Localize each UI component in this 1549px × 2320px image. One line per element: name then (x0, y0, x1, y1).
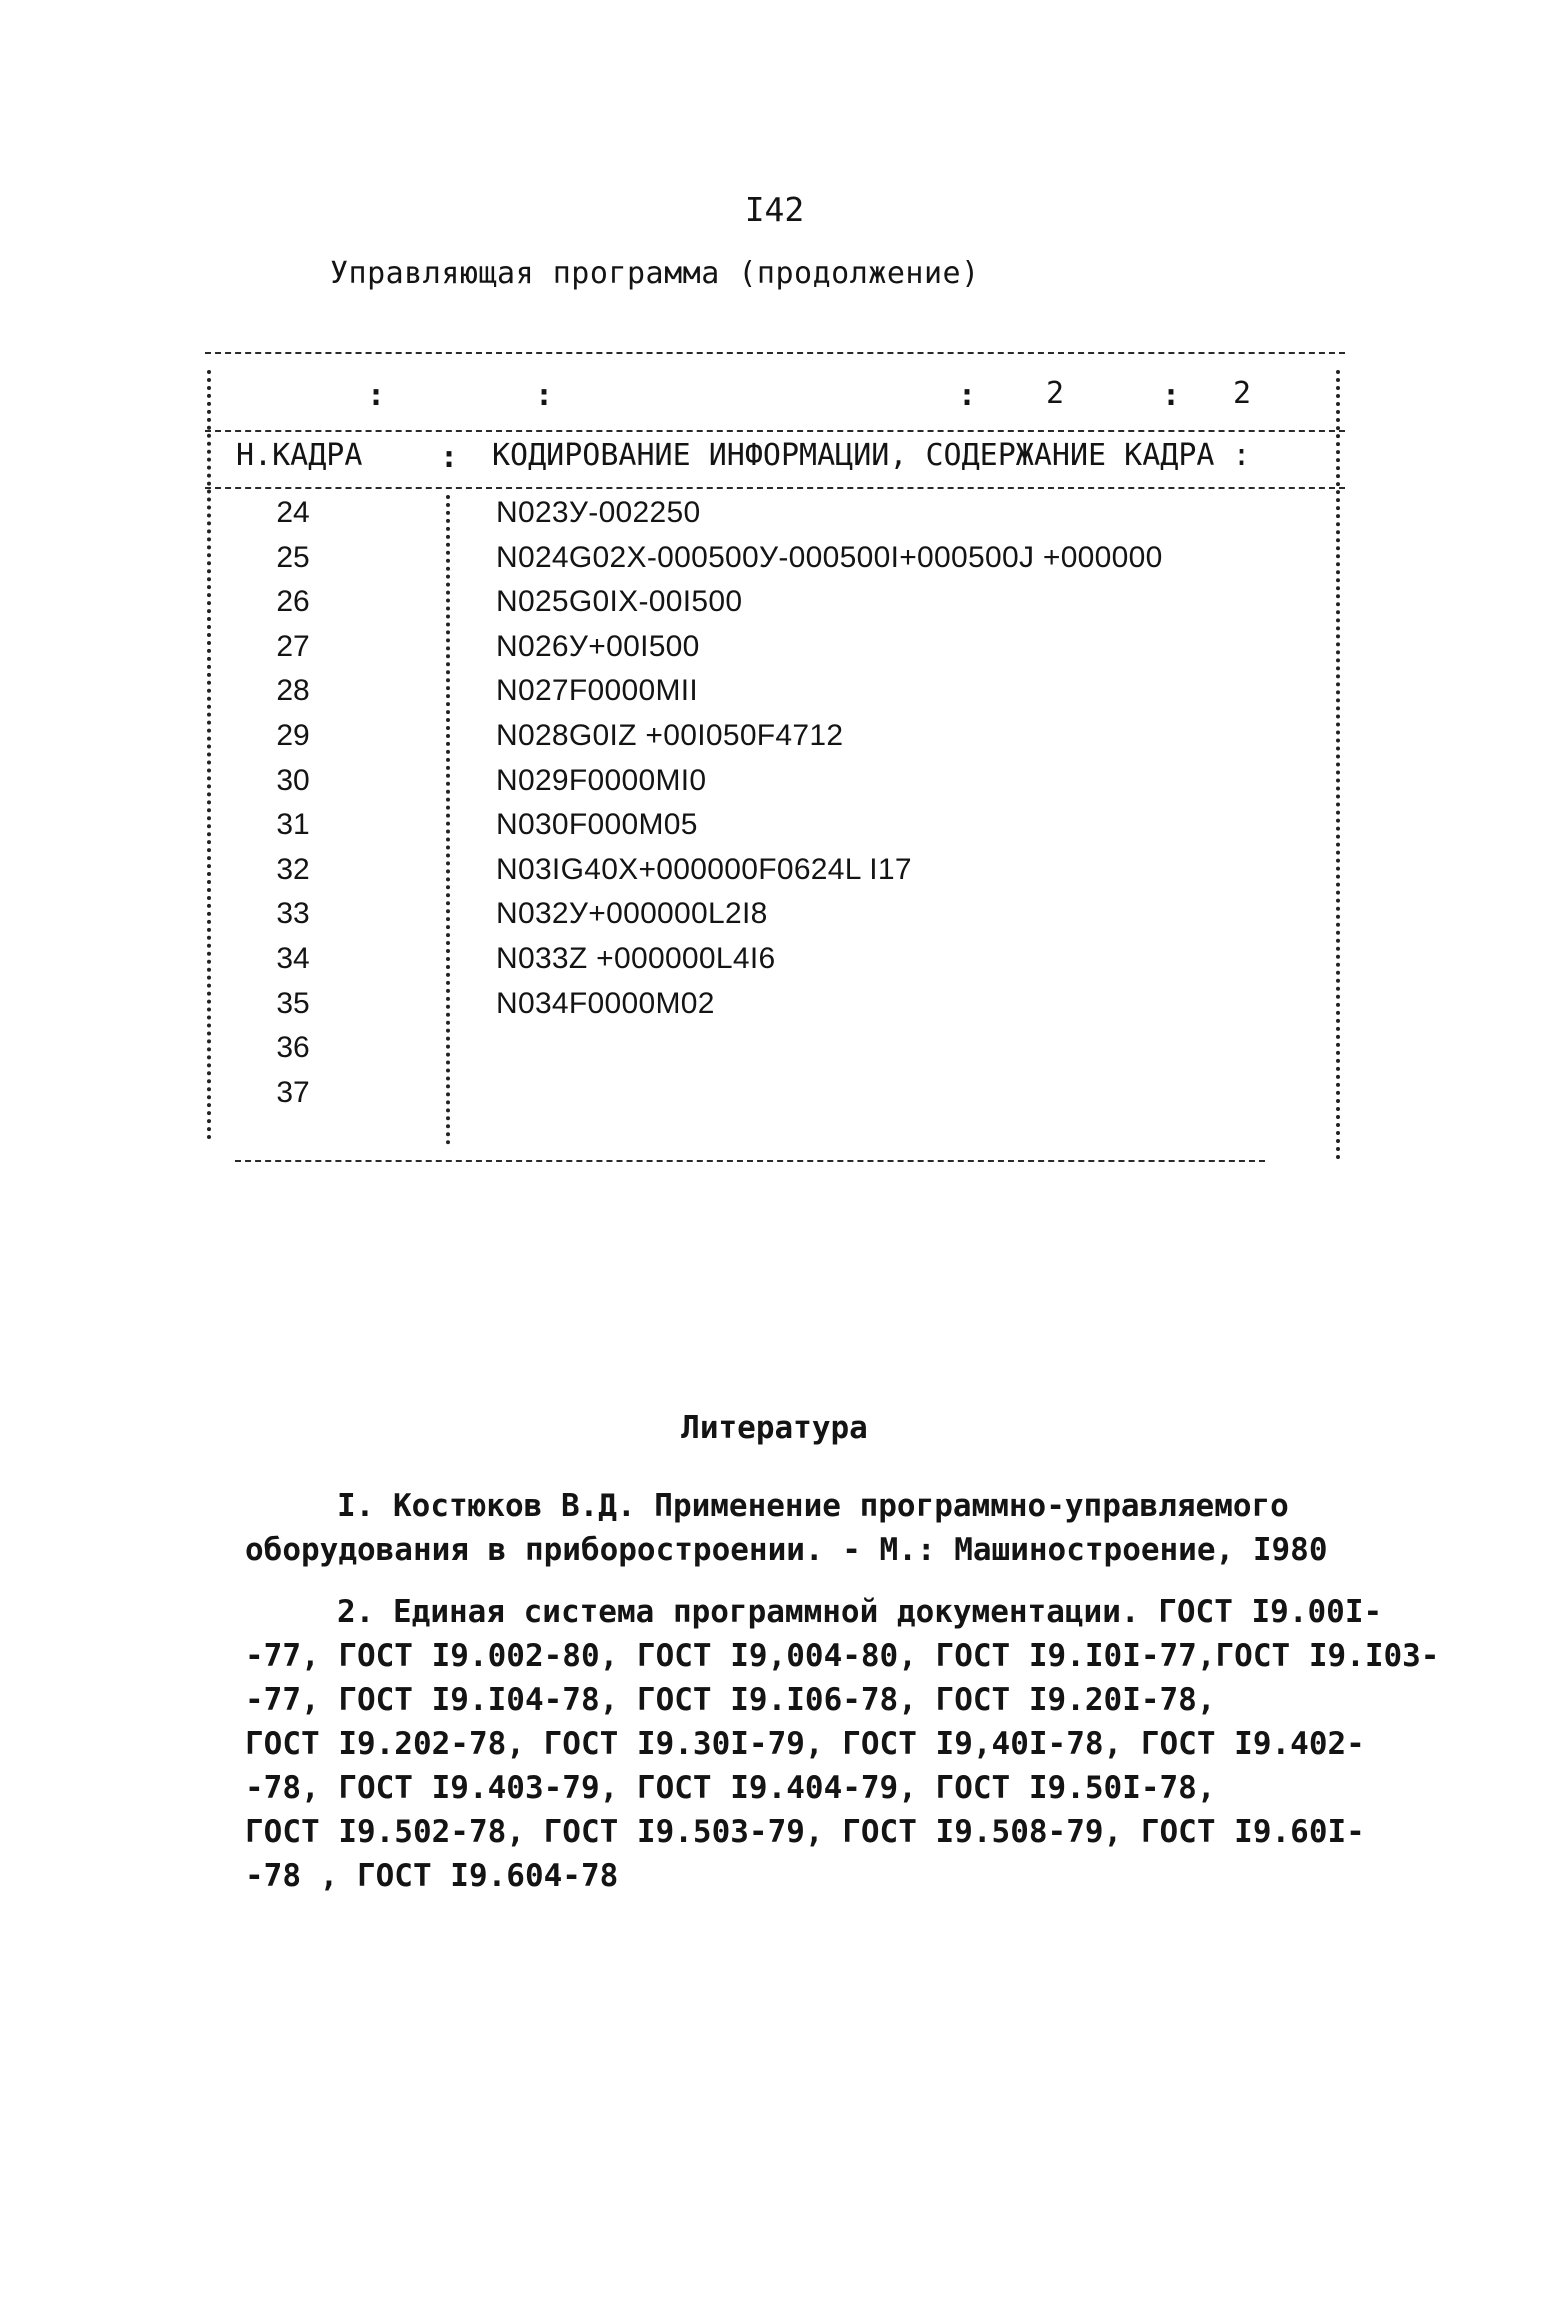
reference-line: ГОСТ I9.502-78, ГОСТ I9.503-79, ГОСТ I9.508-79, ГОСТ I9.60I- (245, 1814, 1365, 1850)
reference-line: -77, ГОСТ I9.002-80, ГОСТ I9,004-80, ГОСТ I9.I0I-77,ГОСТ I9.I03- (245, 1638, 1440, 1674)
frame-code: N034F0000M02 (496, 986, 715, 1020)
frame-number: 34 (276, 942, 310, 975)
frame-number: 32 (276, 852, 310, 886)
frame-code: N033Z +000000L4I6 (496, 942, 776, 975)
frame-number: 28 (276, 674, 310, 708)
reference-line: оборудования в приборостроении. - М.: Машиностроение, I980 (245, 1532, 1328, 1568)
frame-number: 36 (276, 1031, 310, 1065)
reference-line: -78 , ГОСТ I9.604-78 (245, 1858, 619, 1894)
page-number: I42 (744, 190, 805, 229)
frame-number: 24 (276, 496, 310, 529)
frame-code: N025G0IX-00I500 (496, 585, 743, 619)
frame-number: 29 (276, 719, 310, 752)
reference-line: ГОСТ I9.202-78, ГОСТ I9.30I-79, ГОСТ I9,40I-78, ГОСТ I9.402- (245, 1726, 1365, 1762)
right-border (1336, 370, 1340, 1160)
frame-number: 37 (276, 1075, 310, 1109)
header-separator: : (440, 440, 459, 475)
frame-code: N029F0000MI0 (496, 763, 707, 797)
table-top-rule (205, 352, 1345, 354)
top-row-cell-3: : (958, 378, 977, 413)
top-row-cell-1: : (367, 378, 386, 413)
left-border (207, 370, 211, 1140)
table-bottom-rule (235, 1160, 1265, 1162)
column-separator (446, 495, 450, 1145)
frame-code: N032У+000000L2I8 (496, 897, 768, 931)
frame-number: 33 (276, 897, 310, 931)
top-row-cell-4: 2 (1046, 376, 1065, 411)
header-frame-number: Н.КАДРА (236, 438, 363, 473)
frame-code: N027F0000MII (496, 674, 699, 708)
frame-number: 26 (276, 585, 310, 619)
reference-line: I. Костюков В.Д. Применение программно-управляемого (337, 1488, 1289, 1524)
frame-code: N024G02X-000500У-000500I+000500J +000000 (496, 540, 1163, 574)
frame-code: N030F000M05 (496, 808, 698, 842)
reference-1 (245, 1484, 1425, 1572)
top-row-cell-2: : (535, 378, 554, 413)
frame-code: N03IG40X+000000F0624L I17 (496, 852, 912, 886)
frame-code: N023У-002250 (496, 496, 701, 529)
frame-code: N026У+00I500 (496, 629, 700, 663)
table-caption: Управляющая программа (продолжение) (330, 256, 980, 291)
reference-line: 2. Единая система программной документации. ГОСТ I9.00I- (337, 1594, 1383, 1630)
reference-line: -77, ГОСТ I9.I04-78, ГОСТ I9.I06-78, ГОСТ I9.20I-78, (245, 1682, 1216, 1718)
top-row-cell-6: 2 (1233, 376, 1252, 411)
literature-title: Литература (681, 1410, 868, 1446)
header-bottom-rule (205, 487, 1345, 489)
top-row-cell-5: : (1162, 378, 1181, 413)
frame-number: 35 (276, 986, 310, 1020)
header-top-rule (205, 430, 1345, 432)
reference-line: -78, ГОСТ I9.403-79, ГОСТ I9.404-79, ГОСТ I9.50I-78, (245, 1770, 1216, 1806)
frame-number: 31 (276, 808, 310, 842)
frame-code: N028G0IZ +00I050F4712 (496, 719, 844, 752)
reference-2 (245, 1590, 1440, 1898)
frame-number: 30 (276, 763, 310, 797)
frame-number: 27 (276, 629, 310, 663)
frame-number: 25 (276, 540, 310, 574)
header-content: КОДИРОВАНИЕ ИНФОРМАЦИИ, СОДЕРЖАНИЕ КАДРА : (492, 438, 1251, 473)
